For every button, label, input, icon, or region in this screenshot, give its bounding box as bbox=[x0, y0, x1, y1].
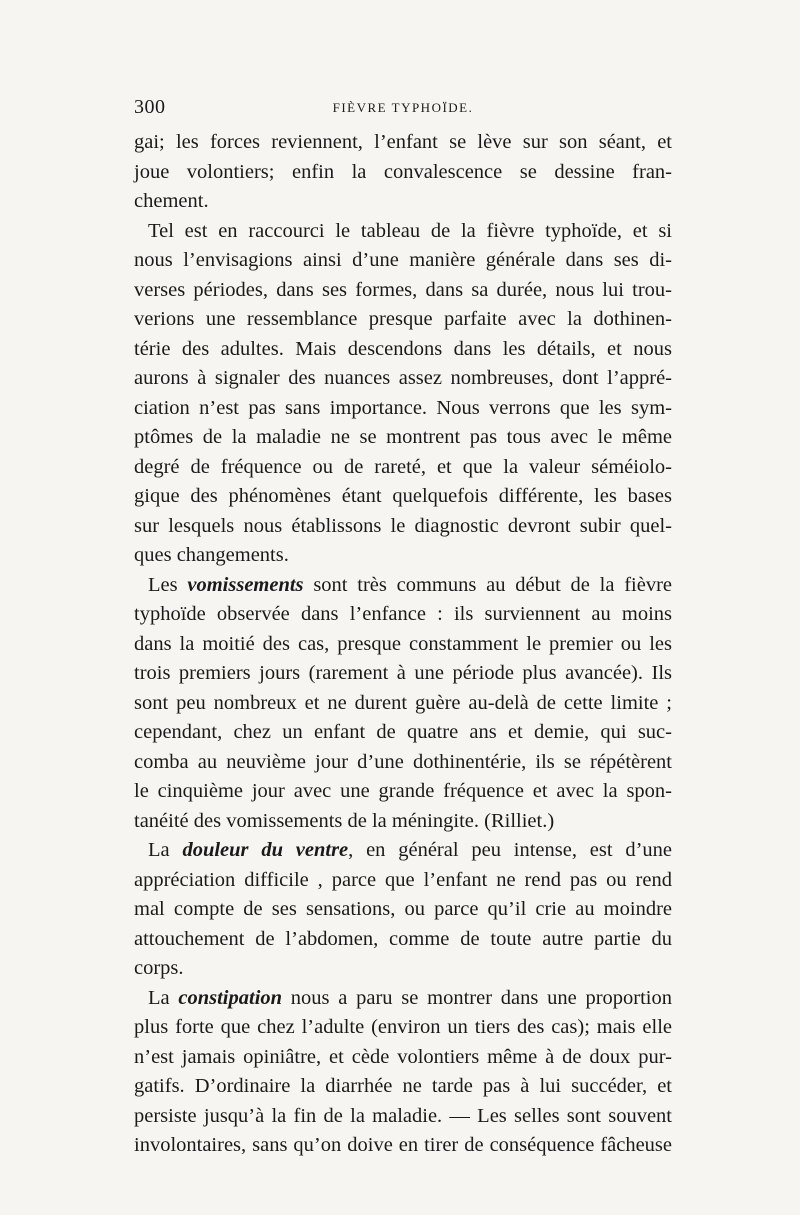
text-line: persiste jusqu’à la fin de la maladie. — Les selles sont souvent bbox=[134, 1104, 672, 1127]
text-line bbox=[134, 984, 672, 1014]
text-line: verses périodes, dans ses formes, dans sa durée, nous lui trou- bbox=[134, 278, 672, 301]
line-prefix: La bbox=[148, 986, 179, 1009]
emphasized-term: constipation bbox=[178, 986, 283, 1009]
text-line: comba au neuvième jour d’une dothinentérie, ils se répétèrent bbox=[134, 750, 672, 773]
text-line: trois premiers jours (rarement à une période plus avancée). Ils bbox=[134, 662, 672, 684]
emphasized-term: douleur du ventre bbox=[182, 839, 349, 861]
text-line: involontaires, sans qu’on doive en tirer de conséquence fâcheuse bbox=[134, 1134, 672, 1156]
text-line: typhoïde observée dans l’enfance : ils surviennent au moins bbox=[134, 603, 672, 625]
line-rest: , en général peu intense, est d’une bbox=[348, 839, 673, 861]
text-line: tanéité des vomissements de la méningite. (Rilliet.) bbox=[134, 809, 555, 832]
text-line: joue volontiers; enfin la convalescence se dessine fran- bbox=[134, 160, 672, 183]
text-line: nous l’envisagions ainsi d’une manière générale dans ses di- bbox=[134, 249, 672, 271]
text-line: attouchement de l’abdomen, comme de toute autre partie du bbox=[134, 927, 672, 950]
line-prefix: Les bbox=[148, 573, 188, 596]
text-line: mal compte de ses sensations, ou parce qu’il crie au moindre bbox=[134, 898, 672, 920]
body-text bbox=[134, 128, 672, 1161]
emphasized-term: vomissements bbox=[187, 573, 304, 596]
text-line bbox=[134, 836, 672, 866]
text-line: degré de fréquence ou de rareté, et que la valeur séméiolo- bbox=[134, 455, 672, 478]
page-number: 300 bbox=[134, 96, 166, 118]
text-line: gique des phénomènes étant quelquefois différente, les bases bbox=[134, 485, 672, 507]
text-line: verions une ressemblance presque parfaite avec la dothinen- bbox=[134, 308, 672, 330]
text-line: plus forte que chez l’adulte (environ un tiers des cas); mais elle bbox=[134, 1016, 672, 1038]
text-line: cependant, chez un enfant de quatre ans et demie, qui suc- bbox=[134, 721, 672, 743]
text-line: appréciation difficile , parce que l’enfant ne rend pas ou rend bbox=[134, 868, 672, 891]
running-title: FIÈVRE TYPHOÏDE. bbox=[332, 100, 474, 115]
text-line: térie des adultes. Mais descendons dans les détails, et nous bbox=[134, 337, 672, 360]
text-line: chement. bbox=[134, 190, 209, 212]
text-line: aurons à signaler des nuances assez nombreuses, dont l’appré- bbox=[134, 367, 672, 389]
text-line: le cinquième jour avec une grande fréquence et avec la spon- bbox=[134, 780, 672, 802]
text-line: gatifs. D’ordinaire la diarrhée ne tarde pas à lui succéder, et bbox=[134, 1075, 672, 1097]
text-line: corps. bbox=[134, 957, 184, 979]
text-line: ciation n’est pas sans importance. Nous verrons que les sym- bbox=[134, 396, 672, 419]
line-prefix: La bbox=[148, 839, 183, 861]
text-line: ques changements. bbox=[134, 544, 289, 566]
line-rest: sont très communs au début de la fièvre bbox=[303, 573, 672, 596]
text-line bbox=[134, 571, 672, 601]
text-line: n’est jamais opiniâtre, et cède volontiers même à de doux pur- bbox=[134, 1045, 672, 1068]
line-rest: nous a paru se montrer dans une proportion bbox=[282, 986, 672, 1009]
text-line: Tel est en raccourci le tableau de la fièvre typhoïde, et si bbox=[148, 219, 672, 242]
text-line: sont peu nombreux et ne durent guère au-delà de cette limite ; bbox=[134, 691, 672, 714]
text-line: sur lesquels nous établissons le diagnostic devront subir quel- bbox=[134, 514, 672, 537]
text-line: ptômes de la maladie ne se montrent pas tous avec le même bbox=[134, 426, 672, 448]
text-line: gai; les forces reviennent, l’enfant se lève sur son séant, et bbox=[134, 131, 672, 153]
text-line: dans la moitié des cas, presque constamment le premier ou les bbox=[134, 632, 672, 655]
page-header bbox=[134, 96, 672, 126]
